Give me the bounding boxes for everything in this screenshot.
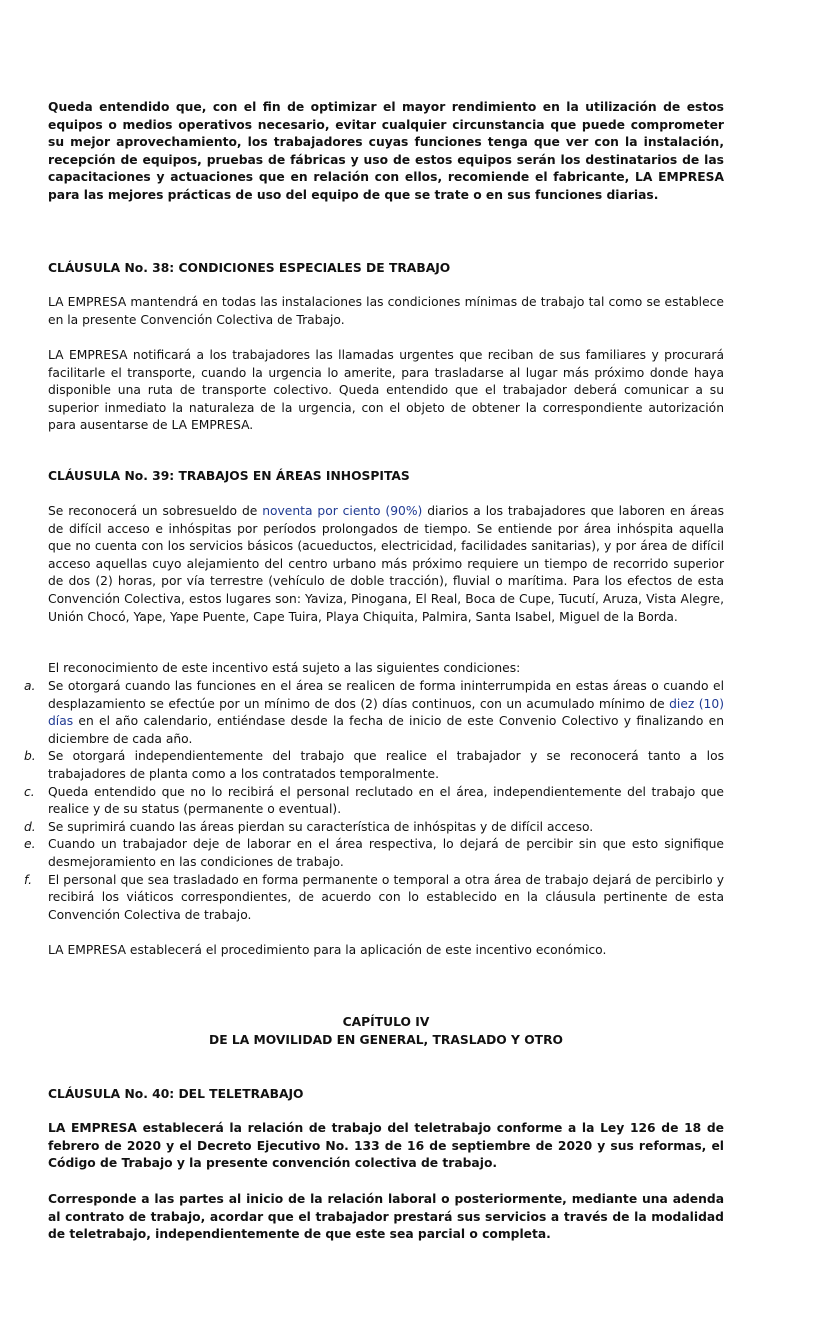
chapter-number: CAPÍTULO IV: [342, 1015, 430, 1029]
list-marker: f.: [24, 872, 33, 887]
list-marker: b.: [24, 749, 36, 764]
list-item: [24, 748, 724, 783]
list-item-text: Cuando un trabajador deje de laborar en el área respectiva, lo dejará de percibir sin que esto signifique desmejoramiento en las condiciones de trabajo.: [48, 837, 724, 869]
clause-39-paragraph-1: [48, 503, 724, 626]
clause-38-paragraph-2: LA EMPRESA notificará a los trabajadores las llamadas urgentes que reciban de sus familiares y procurará facilitarle el transporte, cuando la urgencia lo amerite, para trasladarse al lugar más próximo donde haya disponible una ruta de transporte colectivo. Queda entendido que el trabajador deberá comunicar a su superior inmediato la naturaleza de la urgencia, con el objeto de obtener la correspondiente autorización para ausentarse de LA EMPRESA.: [48, 348, 724, 433]
list-marker: a.: [24, 679, 36, 693]
list-marker: c.: [24, 784, 35, 799]
conditions-intro: El reconocimiento de este incentivo está sujeto a las siguientes condiciones:: [48, 661, 521, 675]
company-name: LA EMPRESA: [48, 1121, 137, 1135]
list-item-text: Se otorgará independientemente del trabajo que realice el trabajador y se reconocerá tanto a los trabajadores de planta como a los contratados temporalmente.: [48, 749, 724, 781]
list-item: [24, 678, 724, 748]
clause-39-title: CLÁUSULA No. 39: TRABAJOS EN ÁREAS INHOSPITAS: [48, 469, 410, 483]
clause-40-paragraph-2: Corresponde a las partes al inicio de la relación laboral o posteriormente, mediante una adenda al contrato de trabajo, acordar que el trabajador prestará sus servicios a través de la modalidad de teletrabajo, independientemente de que este sea parcial o completa.: [48, 1192, 724, 1242]
list-marker: e.: [24, 837, 36, 852]
list-item-text: Queda entendido que no lo recibirá el personal reclutado en el área, independientemente del trabajo que realice y de su status (permanente o eventual).: [48, 784, 724, 817]
conditions-list: [24, 678, 724, 924]
clause-39-text-after: diarios a los trabajadores que laboren en áreas de difícil acceso e inhóspitas por períodos prolongados de tiempo. Se entiende por área inhóspita aquella que no cuenta con los servicios básicos (acueductos, electricidad, facilidades sanitarias), y por área de difícil acceso aquellas cuyo alejamiento del centro urbano más próximo requiere un tiempo de recorrido superior de dos (2) horas, por vía terrestre (vehículo de doble tracción), fluvial o marítima. Para los efectos de esta Convención Colectiva, estos lugares son: Yaviza, Pinogana, El Real, Boca de Cupe, Tucutí, Aruza, Vista Alegre, Unión Chocó, Yape, Yape Puente, Cape Tuira, Playa Chiquita, Palmira, Santa Isabel, Miguel de la Borda.: [48, 504, 725, 624]
list-item-text: en el año calendario, entiéndase desde la fecha de inicio de este Convenio Colectivo y finalizando en diciembre de cada año.: [48, 714, 724, 746]
clause-40-title: CLÁUSULA No. 40: DEL TELETRABAJO: [48, 1087, 304, 1101]
list-item-text: Se otorgará cuando las funciones en el área se realicen de forma ininterrumpida en estas áreas o cuando el desplazamiento se efectúe por un mínimo de dos (2) días continuos, con un acumulado mínimo de: [48, 679, 724, 711]
days-link[interactable]: diez (10) días: [48, 696, 724, 729]
percentage-link[interactable]: noventa por ciento (90%): [262, 504, 423, 518]
chapter-title: DE LA MOVILIDAD EN GENERAL, TRASLADO Y OTRO: [208, 1033, 563, 1047]
clause-40-paragraph-1: [48, 1120, 724, 1173]
clause-40-text: establecerá la relación de trabajo del teletrabajo conforme a la Ley 126 de 18 de febrero de 2020 y el Decreto Ejecutivo No. 133 de 16 de septiembre de 2020 y sus reformas, el Código de Trabajo y la presente convención colectiva de trabajo.: [48, 1121, 724, 1171]
list-marker: d.: [24, 819, 36, 834]
intro-paragraph: Queda entendido que, con el fin de optimizar el mayor rendimiento en la utilización de estos equipos o medios operativos necesario, evitar cualquier circunstancia que puede comprometer su mejor aprovechamiento, los trabajadores cuyas funciones tenga que ver con la instalación, recepción de equipos, pruebas de fábricas y uso de estos equipos serán los destinatarios de las capacitaciones y actuaciones que en relación con ellos, recomiende el fabricante, LA EMPRESA para las mejores prácticas de uso del equipo de que se trate o en sus funciones diarias.: [48, 100, 724, 202]
clause-38-title: CLÁUSULA No. 38: CONDICIONES ESPECIALES DE TRABAJO: [48, 261, 451, 275]
list-item: [24, 872, 724, 925]
clause-39-text-before: Se reconocerá un sobresueldo de: [48, 504, 263, 518]
list-item: [24, 836, 724, 871]
list-item-text: Se suprimirá cuando las áreas pierdan su característica de inhóspitas y de difícil acceso.: [48, 819, 594, 834]
list-item: [24, 784, 724, 819]
list-item-text: El personal que sea trasladado en forma permanente o temporal a otra área de trabajo dejará de percibirlo y recibirá los viáticos correspondientes, de acuerdo con lo establecido en la cláusula pertinente de esta Convención Colectiva de trabajo.: [48, 872, 724, 922]
clause-39-closing: LA EMPRESA establecerá el procedimiento para la aplicación de este incentivo económico.: [48, 943, 607, 957]
list-item: [24, 819, 724, 837]
clause-38-paragraph-1: LA EMPRESA mantendrá en todas las instalaciones las condiciones mínimas de trabajo tal como se establece en la presente Convención Colectiva de Trabajo.: [48, 295, 724, 327]
